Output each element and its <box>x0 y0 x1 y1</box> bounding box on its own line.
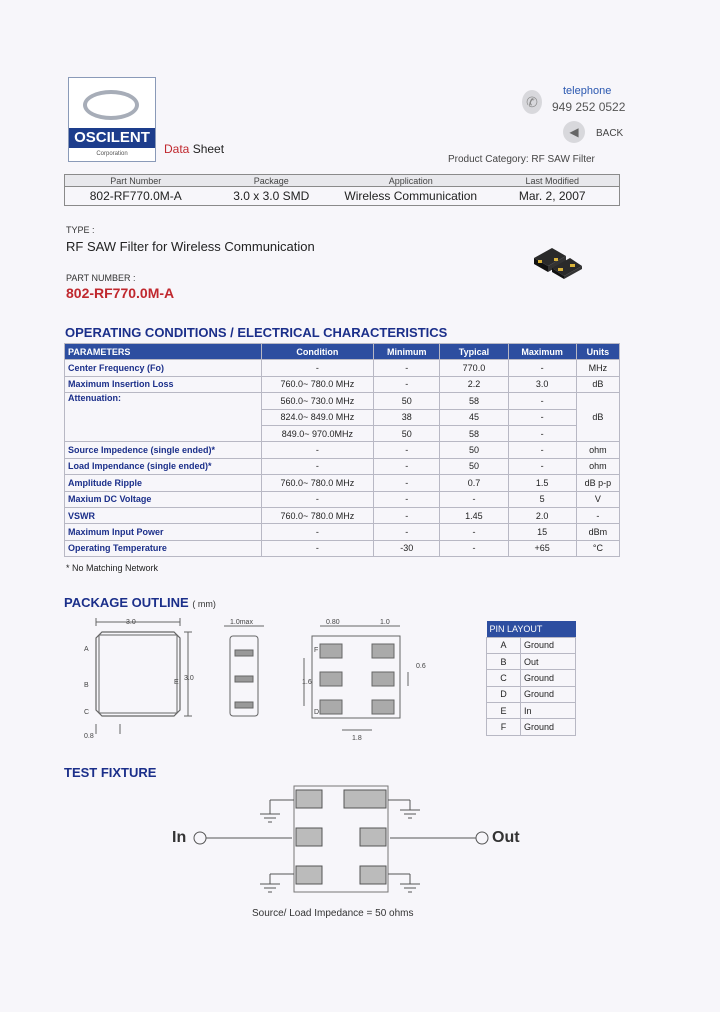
fixture-caption: Source/ Load Impedance = 50 ohms <box>252 908 414 919</box>
table-cell: 58 <box>440 425 508 441</box>
table-cell: 50 <box>374 425 440 441</box>
table-cell: 560.0~ 730.0 MHz <box>261 393 373 409</box>
table-row <box>487 719 576 735</box>
dim-thickness: 1.0max <box>230 619 253 626</box>
table-cell: Center Frequency (Fo) <box>65 360 262 376</box>
table-cell: 38 <box>374 409 440 425</box>
table-cell: 849.0~ 970.0MHz <box>261 425 373 441</box>
pin-label-c: C <box>84 709 90 716</box>
telephone-icon: ✆ <box>522 90 542 114</box>
table-cell: - <box>374 524 440 540</box>
table-cell: 58 <box>440 393 508 409</box>
summary-table <box>64 174 620 206</box>
summary-header-part: Part Number <box>110 176 162 186</box>
table-cell: V <box>576 491 619 507</box>
table-cell: - <box>440 540 508 556</box>
summary-header-row <box>65 175 619 187</box>
table-cell: C <box>487 670 521 686</box>
table-cell: In <box>521 703 576 719</box>
table-row <box>65 507 620 523</box>
table-cell: A <box>487 637 521 653</box>
table-cell: - <box>508 442 576 458</box>
pin-label-b: B <box>84 682 89 689</box>
dim-pad-height: 0.6 <box>416 663 426 670</box>
pin-layout-table <box>486 621 576 736</box>
table-cell: 770.0 <box>440 360 508 376</box>
table-cell: - <box>261 442 373 458</box>
dim-height: 3.0 <box>184 675 194 682</box>
table-cell: D <box>487 686 521 702</box>
table-cell: - <box>508 425 576 441</box>
spec-header-parameters: PARAMETERS <box>65 344 262 360</box>
spec-header-units: Units <box>576 344 619 360</box>
table-cell: 5 <box>508 491 576 507</box>
table-cell: Ground <box>521 637 576 653</box>
table-row <box>65 540 620 556</box>
table-cell: 2.2 <box>440 376 508 392</box>
table-cell: - <box>261 458 373 474</box>
spec-section-title: OPERATING CONDITIONS / ELECTRICAL CHARACTERISTICS <box>65 325 448 340</box>
table-cell: 45 <box>440 409 508 425</box>
table-cell: ohm <box>576 458 619 474</box>
table-cell: - <box>374 507 440 523</box>
table-cell: Maximum Input Power <box>65 524 262 540</box>
dim-pad-width: 0.8 <box>84 733 94 740</box>
table-cell: 15 <box>508 524 576 540</box>
spec-header-minimum: Minimum <box>374 344 440 360</box>
table-cell: - <box>508 458 576 474</box>
logo-text: OSCILENT <box>69 128 155 148</box>
table-row <box>487 703 576 719</box>
table-cell: Maximum Insertion Loss <box>65 376 262 392</box>
table-row <box>65 442 620 458</box>
back-link[interactable]: BACK <box>596 128 624 139</box>
part-number-label: PART NUMBER : <box>66 273 136 283</box>
table-cell: Out <box>521 653 576 669</box>
table-row <box>65 475 620 491</box>
table-cell: 1.45 <box>440 507 508 523</box>
dim-col-pitch: 1.8 <box>352 735 362 742</box>
summary-value-row <box>65 187 619 205</box>
summary-part: 802-RF770.0M-A <box>89 189 182 203</box>
table-cell: - <box>508 393 576 409</box>
table-cell: -30 <box>374 540 440 556</box>
table-row <box>65 458 620 474</box>
dim-pad-pitch: 0.80 <box>326 619 340 626</box>
table-cell: 760.0~ 780.0 MHz <box>261 507 373 523</box>
table-cell: dB <box>576 376 619 392</box>
pin-label-d: D <box>314 709 320 716</box>
back-arrow-icon[interactable]: ◀ <box>563 121 585 143</box>
fixture-in-label: In <box>172 829 187 846</box>
table-row <box>65 360 620 376</box>
spec-header-typical: Typical <box>440 344 508 360</box>
table-cell: - <box>261 524 373 540</box>
table-row <box>487 637 576 653</box>
table-row <box>65 393 620 409</box>
table-cell: - <box>508 360 576 376</box>
pin-layout-title: PIN LAYOUT <box>487 621 576 637</box>
table-cell: 50 <box>374 393 440 409</box>
spec-header-condition: Condition <box>261 344 373 360</box>
table-cell: - <box>261 491 373 507</box>
doc-type-sheet: Sheet <box>192 142 225 156</box>
table-cell: 50 <box>440 442 508 458</box>
spec-table <box>64 343 620 557</box>
dim-width: 3.0 <box>126 619 136 626</box>
table-cell: +65 <box>508 540 576 556</box>
table-cell: - <box>440 524 508 540</box>
table-row <box>65 524 620 540</box>
table-cell: - <box>261 540 373 556</box>
table-row <box>65 376 620 392</box>
table-row <box>65 491 620 507</box>
table-cell: - <box>374 491 440 507</box>
fixture-out-label: Out <box>492 829 520 846</box>
table-cell: dBm <box>576 524 619 540</box>
pin-label-e: E <box>174 679 179 686</box>
table-cell: - <box>374 475 440 491</box>
pin-label-a: A <box>84 646 89 653</box>
table-cell: - <box>508 409 576 425</box>
package-section-title <box>64 595 216 610</box>
table-cell: B <box>487 653 521 669</box>
table-cell: - <box>374 442 440 458</box>
dim-row-pitch: 1.6 <box>302 679 312 686</box>
type-label: TYPE : <box>66 225 95 235</box>
spec-header-row <box>65 344 620 360</box>
logo-subtext: Corporation <box>96 151 128 157</box>
summary-modified: Mar. 2, 2007 <box>518 189 586 203</box>
table-cell: VSWR <box>65 507 262 523</box>
table-cell: Attenuation: <box>65 393 262 442</box>
table-row <box>487 653 576 669</box>
table-cell: Amplitude Ripple <box>65 475 262 491</box>
table-row <box>487 686 576 702</box>
table-cell: - <box>374 360 440 376</box>
telephone-label: telephone <box>563 85 612 97</box>
company-logo <box>68 77 156 162</box>
table-cell: 0.7 <box>440 475 508 491</box>
summary-header-package: Package <box>253 176 289 186</box>
table-cell: 1.5 <box>508 475 576 491</box>
doc-type <box>164 142 224 156</box>
pin-layout-header <box>487 621 576 637</box>
table-cell: 824.0~ 849.0 MHz <box>261 409 373 425</box>
pin-label-f: F <box>314 647 319 654</box>
table-row <box>487 670 576 686</box>
summary-application: Wireless Communication <box>344 189 478 203</box>
table-cell: - <box>374 458 440 474</box>
product-category: Product Category: RF SAW Filter <box>448 154 595 165</box>
table-cell: F <box>487 719 521 735</box>
table-cell: - <box>576 507 619 523</box>
table-cell: Operating Temperature <box>65 540 262 556</box>
table-cell: Ground <box>521 686 576 702</box>
fixture-section-title: TEST FIXTURE <box>64 765 157 780</box>
package-unit: ( mm) <box>192 599 216 609</box>
type-value: RF SAW Filter for Wireless Communication <box>66 239 315 254</box>
spec-header-maximum: Maximum <box>508 344 576 360</box>
table-cell: 2.0 <box>508 507 576 523</box>
table-cell: - <box>374 376 440 392</box>
footnote: * No Matching Network <box>66 563 159 573</box>
logo-ring-icon <box>83 90 139 120</box>
summary-header-application: Application <box>388 176 433 186</box>
doc-type-data: Data <box>164 142 190 156</box>
table-cell: Maxium DC Voltage <box>65 491 262 507</box>
table-cell: ohm <box>576 442 619 458</box>
table-cell: 760.0~ 780.0 MHz <box>261 376 373 392</box>
table-cell: - <box>440 491 508 507</box>
part-number-value: 802-RF770.0M-A <box>66 285 175 301</box>
package-outline-drawing <box>80 614 480 744</box>
table-cell: 50 <box>440 458 508 474</box>
table-cell: dB <box>576 393 619 442</box>
package-title: PACKAGE OUTLINE <box>64 595 189 610</box>
telephone-number: 949 252 0522 <box>552 100 626 114</box>
table-cell: 3.0 <box>508 376 576 392</box>
summary-package: 3.0 x 3.0 SMD <box>233 189 310 203</box>
table-cell: 760.0~ 780.0 MHz <box>261 475 373 491</box>
table-cell: Load Impendance (single ended)* <box>65 458 262 474</box>
table-cell: Ground <box>521 670 576 686</box>
table-cell: - <box>261 360 373 376</box>
table-cell: MHz <box>576 360 619 376</box>
component-photo <box>532 246 584 280</box>
table-cell: E <box>487 703 521 719</box>
dim-pad-gap: 1.0 <box>380 619 390 626</box>
table-cell: dB p-p <box>576 475 619 491</box>
summary-header-modified: Last Modified <box>525 176 579 186</box>
table-cell: Source Impedence (single ended)* <box>65 442 262 458</box>
test-fixture-diagram <box>160 780 540 900</box>
table-cell: Ground <box>521 719 576 735</box>
table-cell: °C <box>576 540 619 556</box>
